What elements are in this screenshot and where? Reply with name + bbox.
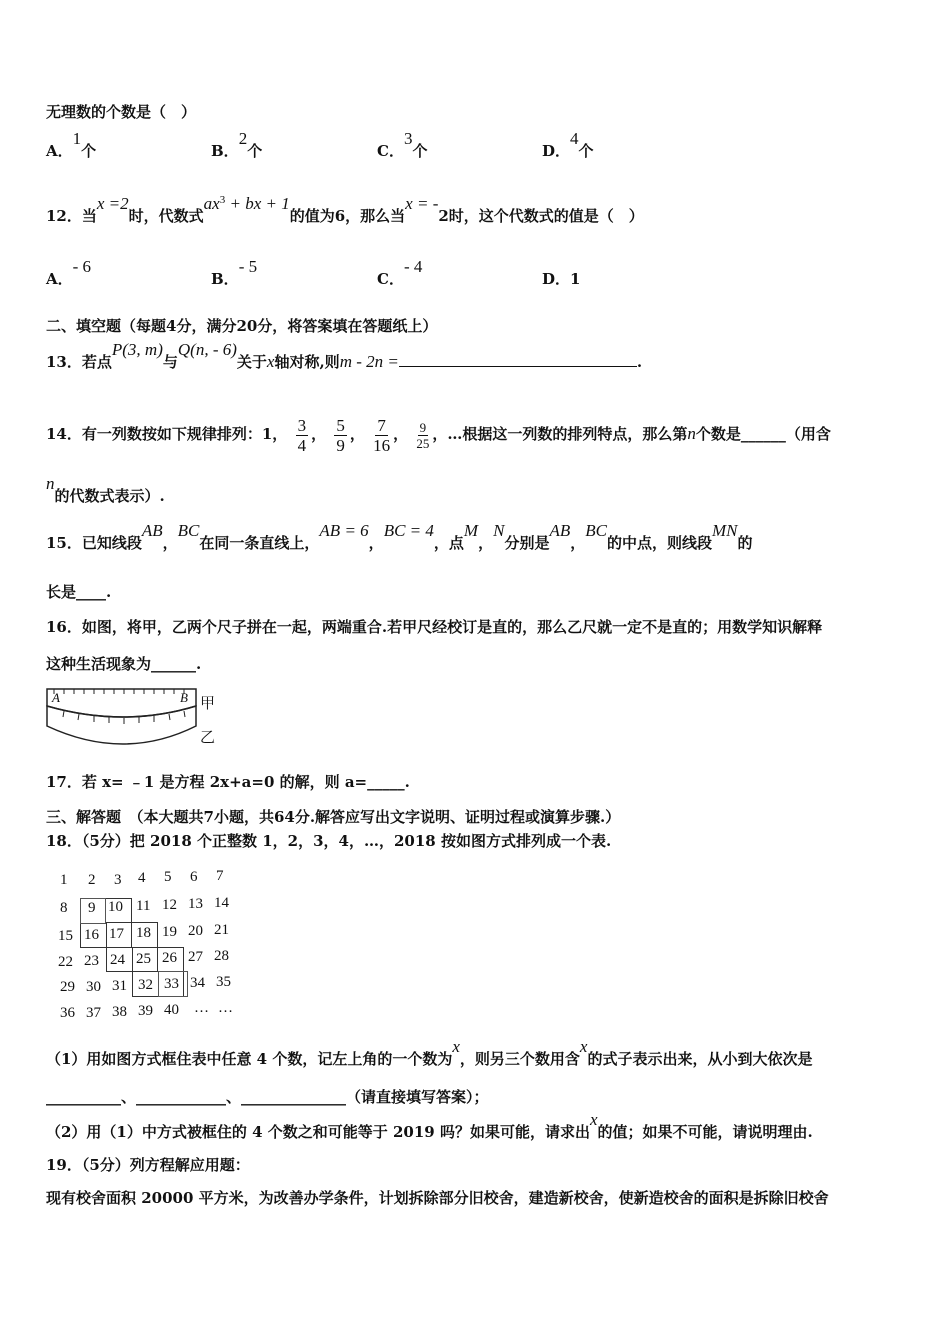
q11-option-d: D．4个: [542, 129, 594, 160]
q13-answer-blank[interactable]: [399, 352, 637, 367]
grid-cell: 25: [136, 951, 151, 967]
q14-fraction-2: $\frac{5}{9}$: [336, 415, 345, 455]
grid-cell: 37: [86, 1005, 101, 1021]
number-grid: [58, 870, 248, 1022]
grid-cell: 32: [138, 977, 153, 993]
q12-option-a: A．- 6: [46, 257, 92, 288]
grid-cell: …: [194, 1000, 209, 1016]
grid-cell: 12: [162, 897, 177, 913]
grid-cell: 2: [88, 872, 96, 888]
q18-part2: （2）用（1）中方式被框住的 4 个数之和可能等于 2019 吗？如果可能，请求出x的值；如果不可能，请说明理由.: [46, 1110, 813, 1141]
grid-cell: 7: [216, 868, 224, 884]
grid-cell: 38: [112, 1004, 127, 1020]
grid-cell: …: [218, 1000, 233, 1016]
q19-line1: 现有校舍面积 20000 平方米，为改善办学条件，计划拆除部分旧校舍，建造新校舍，使新造校舍的面积是拆除旧校舍: [46, 1189, 829, 1207]
grid-cell: 28: [214, 948, 229, 964]
ruler-label-jia: 甲: [200, 694, 216, 712]
q18-part1-line2: __________、____________、______________（请直接填写答案）；: [46, 1088, 489, 1106]
q15-stem: 15．已知线段AB，BC在同一条直线上，AB = 6，BC = 4，点M，N分别是AB，BC的中点，则线段MN的: [46, 521, 753, 552]
q11-option-a: A．1个: [46, 129, 97, 160]
q11-option-b: B．2个: [211, 129, 263, 160]
grid-cell: 4: [138, 870, 146, 886]
grid-cell: 39: [138, 1003, 153, 1019]
grid-cell: 11: [136, 898, 151, 914]
grid-cell: 21: [214, 922, 229, 938]
grid-cell: 26: [162, 950, 177, 966]
grid-cell: 3: [114, 872, 122, 888]
q14-fraction-3: $\frac{7}{16}$: [373, 415, 391, 455]
grid-cell: 33: [164, 976, 179, 992]
section-3-heading: 三、解答题 （本大题共7小题，共64分.解答应写出文字说明、证明过程或演算步骤.）: [46, 808, 621, 826]
grid-cell: 34: [190, 975, 205, 991]
grid-cell: 35: [216, 974, 231, 990]
q14-stem-line2: n的代数式表示）.: [46, 474, 165, 505]
q11-stem-tail: 无理数的个数是（ ）: [46, 103, 197, 121]
grid-cell: 1: [60, 872, 68, 888]
grid-cell: 29: [60, 979, 75, 995]
grid-cell: 6: [190, 869, 198, 885]
ruler-diagram: [44, 686, 224, 752]
q12-option-c: C．- 4: [377, 257, 423, 288]
grid-cell: 40: [164, 1002, 179, 1018]
q18-part1-line1: （1）用如图方式框住表中任意 4 个数，记左上角的一个数为x，则另三个数用含x的式子表示出来，从小到大依次是: [46, 1037, 813, 1068]
grid-cell: 30: [86, 979, 101, 995]
q18-stem: 18．（5分）把 2018 个正整数 1，2，3，4，…，2018 按如图方式排列成一个表.: [46, 832, 612, 850]
q13-stem: 13．若点P(3, m)与Q(n, - 6)关于x轴对称,则m - 2n = .: [46, 340, 643, 371]
q12-option-d: D．1: [542, 270, 581, 288]
q14-stem: 14．有一列数按如下规律排列：1， $\frac{3}{4}$ ， $\frac{5}{9}$ ， $\frac{7}{16}$ ， $\frac{9}{25}$ ，…根据这一列数的排列特点，那么第n个数是______（用含: [46, 415, 831, 455]
section-2-heading: 二、填空题（每题4分，满分20分，将答案填在答题纸上）: [46, 317, 438, 335]
grid-cell: 36: [60, 1005, 75, 1021]
grid-cell: 10: [108, 899, 123, 915]
q15-stem-line2: 长是____.: [46, 583, 112, 601]
grid-cell: 17: [109, 926, 124, 942]
grid-cell: 22: [58, 954, 73, 970]
grid-cell: 31: [112, 978, 127, 994]
grid-cell: 15: [58, 928, 73, 944]
q16-stem-line1: 16．如图，将甲，乙两个尺子拼在一起，两端重合.若甲尺经校订是直的，那么乙尺就一定不是直的；用数学知识解释: [46, 618, 823, 636]
ruler-label-a: A: [52, 690, 60, 705]
q11-option-c: C．3个: [377, 129, 428, 160]
grid-cell: 20: [188, 923, 203, 939]
q17-stem: 17．若 x= ﹣1 是方程 2x+a=0 的解，则 a=_____.: [46, 773, 410, 791]
grid-cell: 18: [136, 925, 151, 941]
ruler-figure: [44, 686, 224, 752]
grid-cell: 5: [164, 869, 172, 885]
grid-cell: 27: [188, 949, 203, 965]
grid-cell: 23: [84, 953, 99, 969]
grid-cell: 9: [88, 900, 96, 916]
ruler-label-b: B: [180, 690, 188, 705]
grid-cell: 24: [110, 952, 125, 968]
q12-stem: 12．当x =2时，代数式$ax^3$ + bx + 1的值为6，那么当x = -2时，这个代数式的值是（ ）: [46, 194, 644, 225]
grid-cell: 13: [188, 896, 203, 912]
grid-cell: 16: [84, 927, 99, 943]
q12-option-b: B．- 5: [211, 257, 258, 288]
q14-fraction-1: $\frac{3}{4}$: [297, 415, 307, 455]
q14-fraction-4: $\frac{9}{25}$: [416, 419, 430, 451]
grid-cell: 19: [162, 924, 177, 940]
ruler-label-yi: 乙: [200, 728, 216, 746]
q16-stem-line2: 这种生活现象为______.: [46, 655, 202, 673]
grid-cell: 14: [214, 895, 229, 911]
q19-stem: 19．（5分）列方程解应用题：: [46, 1156, 250, 1174]
grid-cell: 8: [60, 900, 68, 916]
